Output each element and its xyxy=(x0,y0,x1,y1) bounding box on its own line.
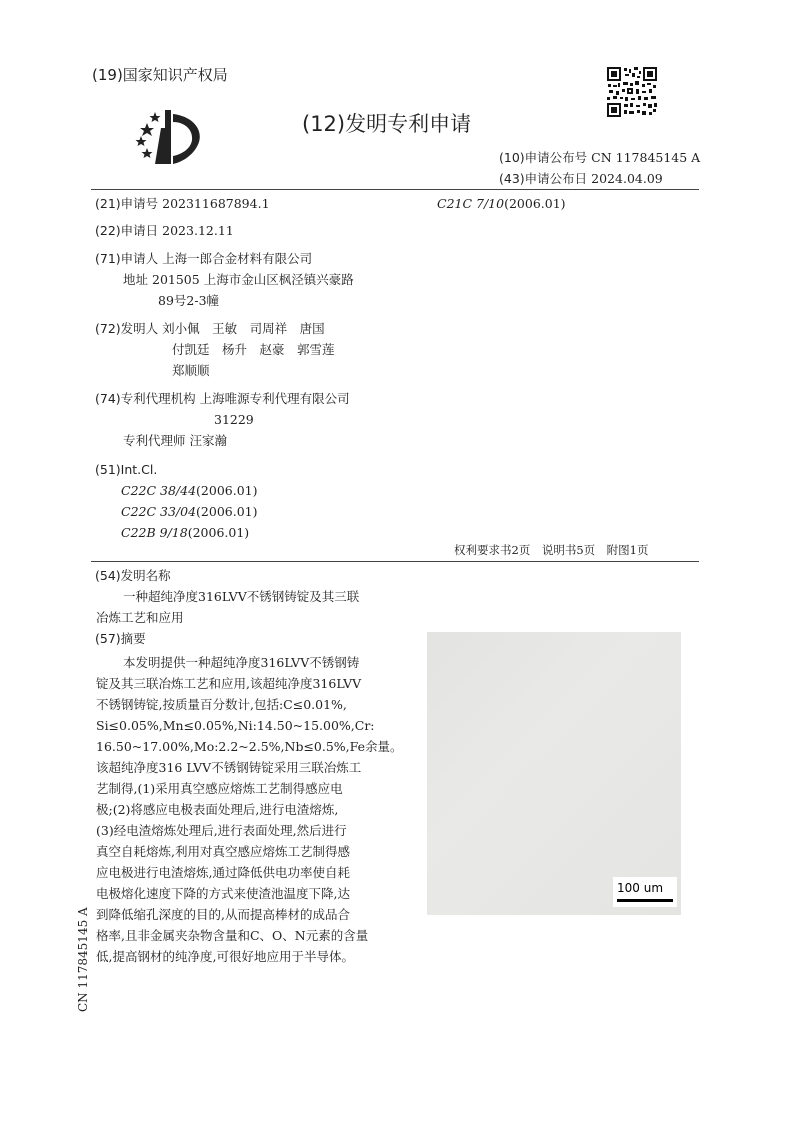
classification-item xyxy=(121,504,257,520)
inventors-label: (72)发明人 xyxy=(95,321,159,336)
agency-code: 31229 xyxy=(214,412,254,427)
applicant-row xyxy=(95,251,312,267)
abstract-line: Si≤0.05%,Mn≤0.05%,Ni:14.50~15.00%,Cr: xyxy=(96,718,375,733)
agency-label: (74)专利代理机构 xyxy=(95,391,196,406)
publication-date: 2024.04.09 xyxy=(591,171,663,186)
abstract-line: 16.50~17.00%,Mo:2.2~2.5%,Nb≤0.5%,Fe余量。 xyxy=(96,739,403,754)
application-number-row xyxy=(95,196,270,212)
inventors-line2: 付凯廷 杨升 赵豪 郭雪莲 xyxy=(172,342,335,357)
classification-item xyxy=(121,525,249,541)
document-type-title: (12)发明专利申请 xyxy=(302,112,472,136)
abstract-line: 格率,且非金属夹杂物含量和C、O、N元素的含量 xyxy=(96,928,369,943)
issuing-office: (19)国家知识产权局 xyxy=(92,66,228,84)
invention-title-line1: 一种超纯净度316LVV不锈钢铸锭及其三联 xyxy=(123,589,360,604)
classification-code: C22B 9/18 xyxy=(121,525,188,540)
abstract-line: 艺制得,(1)采用真空感应熔炼工艺制得感应电 xyxy=(96,781,343,796)
classification-version: (2006.01) xyxy=(196,483,258,498)
application-date: 2023.12.11 xyxy=(162,223,234,238)
page-count-info: 权利要求书2页 说明书5页 附图1页 xyxy=(454,543,649,557)
biblio-divider xyxy=(91,561,699,562)
abstract-line: 电极熔化速度下降的方式来使渣池温度下降,达 xyxy=(96,886,350,901)
intcl-label: (51)Int.Cl. xyxy=(95,462,158,477)
abstract-line: (3)经电渣熔炼处理后,进行表面处理,然后进行 xyxy=(96,823,347,838)
abstract-line: 锭及其三联冶炼工艺和应用,该超纯净度316LVV xyxy=(96,676,362,691)
address-line1: 201505 上海市金山区枫泾镇兴豪路 xyxy=(152,272,354,287)
publication-number-row xyxy=(499,150,700,166)
publication-date-label: (43)申请公布日 xyxy=(499,171,588,186)
agent-label: 专利代理师 xyxy=(123,433,186,448)
cnipa-logo-icon xyxy=(133,108,205,166)
scale-bar-line xyxy=(617,899,673,902)
abstract-line: 到降低缩孔深度的目的,从而提高棒材的成品合 xyxy=(96,907,350,922)
publication-number: CN 117845145 A xyxy=(591,150,701,165)
applicant-name: 上海一郎合金材料有限公司 xyxy=(162,251,313,266)
invention-title-line2: 冶炼工艺和应用 xyxy=(96,610,184,625)
abstract-line: 该超纯净度316 LVV不锈钢铸锭采用三联冶炼工 xyxy=(96,760,362,775)
micrograph-image xyxy=(427,632,681,915)
header-divider xyxy=(91,189,699,190)
address-label: 地址 xyxy=(123,272,149,287)
classification-code: C22C 38/44 xyxy=(121,483,197,498)
abstract-line: 真空自耗熔炼,利用对真空感应熔炼工艺制得感 xyxy=(96,844,350,859)
abstract-line: 应电极进行电渣熔炼,通过降低供电功率使自耗 xyxy=(96,865,350,880)
inventors-line3: 郑顺顺 xyxy=(172,363,210,378)
inventors-line1: 刘小佩 王敏 司周祥 唐国 xyxy=(162,321,325,336)
abstract-line: 低,提高钢材的纯净度,可很好地应用于半导体。 xyxy=(96,949,354,964)
abstract-line: 本发明提供一种超纯净度316LVV不锈钢铸 xyxy=(123,655,360,670)
publication-number-label: (10)申请公布号 xyxy=(499,150,588,165)
scale-bar-box xyxy=(613,877,677,907)
right-classification-row xyxy=(437,196,566,212)
agent-row xyxy=(123,433,227,449)
title-label: (54)发明名称 xyxy=(95,568,171,583)
application-number-label: (21)申请号 xyxy=(95,196,159,211)
applicant-label: (71)申请人 xyxy=(95,251,159,266)
agency-row xyxy=(95,391,350,407)
inventors-row xyxy=(95,321,325,337)
address-row xyxy=(123,272,354,288)
classification-version: (2006.01) xyxy=(196,504,258,519)
abstract-line: 不锈钢铸锭,按质量百分数计,包括:C≤0.01%, xyxy=(96,697,347,712)
right-classification-version: (2006.01) xyxy=(504,196,566,211)
right-classification-code: C21C 7/10 xyxy=(437,196,505,211)
application-date-row xyxy=(95,223,234,239)
application-date-label: (22)申请日 xyxy=(95,223,159,238)
qr-code-icon xyxy=(607,67,657,117)
classification-version: (2006.01) xyxy=(187,525,250,540)
publication-date-row xyxy=(499,171,663,187)
scale-bar-label: 100 um xyxy=(617,881,664,895)
side-text: CN 117845145 A xyxy=(76,907,90,1012)
abstract-line: 极;(2)将感应电极表面处理后,进行电渣熔炼, xyxy=(96,802,339,817)
side-publication-number xyxy=(76,890,90,1010)
abstract-label: (57)摘要 xyxy=(95,631,146,646)
classification-item xyxy=(121,483,257,499)
address-line2: 89号2-3幢 xyxy=(158,293,220,308)
agent-name: 汪家瀚 xyxy=(189,433,228,448)
classification-code: C22C 33/04 xyxy=(121,504,197,519)
application-number: 202311687894.1 xyxy=(162,196,270,211)
agency-name: 上海唯源专利代理有限公司 xyxy=(199,391,350,406)
